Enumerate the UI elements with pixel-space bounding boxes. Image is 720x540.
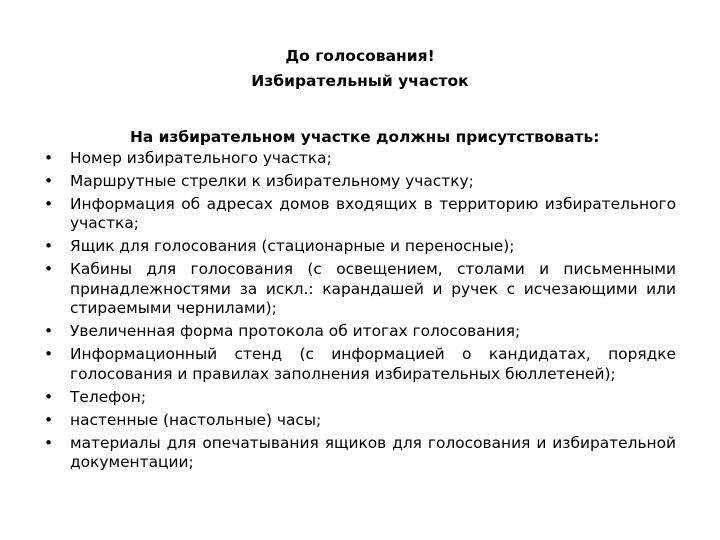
title-line-1: До голосования! <box>285 47 435 65</box>
bullet-icon: • <box>44 345 54 364</box>
list-item-text: Увеличенная форма протокола об итогах голосования; <box>70 322 521 341</box>
list-item-text: материалы для опечатывания ящиков для голосования и избирательной документации; <box>70 433 676 472</box>
list-item-text: Информационный стенд (с информацией о кандидатах, порядке голосования и правилах заполнения избирательных бюллетеней); <box>70 345 676 383</box>
title-line-2: Избирательный участок <box>251 72 469 90</box>
bullet-icon: • <box>44 194 54 213</box>
subheading: На избирательном участке должны присутствовать: <box>130 128 600 146</box>
list-item <box>44 411 676 431</box>
list-item <box>44 434 676 473</box>
bullet-icon: • <box>44 322 54 341</box>
bullet-icon: • <box>44 148 54 167</box>
list-item-text: Телефон; <box>70 387 146 406</box>
list-item-text: Номер избирательного участка; <box>70 148 332 167</box>
bullet-icon: • <box>44 410 54 429</box>
bullet-icon: • <box>44 260 54 279</box>
list-item-text: Маршрутные стрелки к избирательному участку; <box>70 171 474 190</box>
bullet-icon: • <box>44 171 54 190</box>
list-item <box>44 172 676 192</box>
list-item-text: Кабины для голосования (с освещением, столами и письменными принадлежностями за искл.: карандашей и ручек с исчезающими или стираемыми чернилами); <box>70 260 676 318</box>
bullet-icon: • <box>44 433 54 452</box>
bullet-icon: • <box>44 237 54 256</box>
list-item <box>44 388 676 408</box>
list-item <box>44 260 676 319</box>
list-item <box>44 149 676 169</box>
list-item-text: настенные (настольные) часы; <box>70 410 322 429</box>
bullet-icon: • <box>44 387 54 406</box>
list-item <box>44 345 676 384</box>
list-item-text: Ящик для голосования (стационарные и переносные); <box>70 237 515 256</box>
list-item <box>44 195 676 234</box>
list-item <box>44 322 676 342</box>
list-item <box>44 237 676 257</box>
list-item-text: Информация об адресах домов входящих в территорию избирательного участка; <box>70 194 676 233</box>
requirements-list <box>44 149 676 473</box>
slide-title <box>0 44 720 94</box>
content-block <box>44 128 676 476</box>
